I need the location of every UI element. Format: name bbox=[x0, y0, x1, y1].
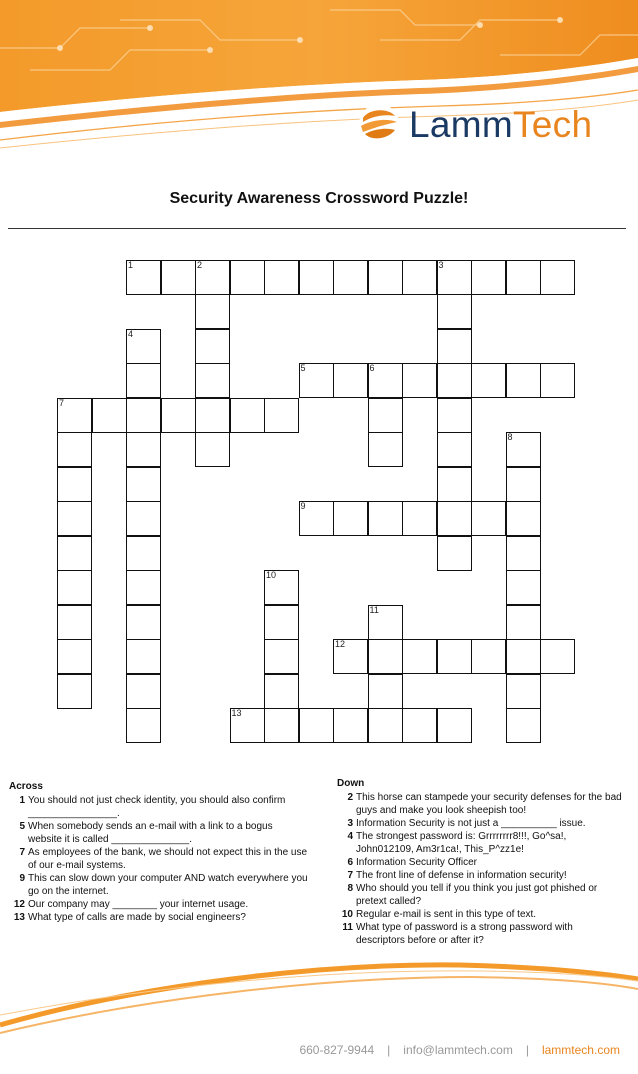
clue-number: 12 bbox=[13, 899, 25, 910]
footer-separator: | bbox=[387, 1043, 391, 1057]
page-title: Security Awareness Crossword Puzzle! bbox=[169, 190, 469, 207]
clue-number-label: 13 bbox=[231, 708, 242, 718]
crossword-cell[interactable] bbox=[506, 432, 541, 467]
crossword-cell[interactable] bbox=[333, 363, 368, 398]
clue-text: This horse can stampede your security defenses for the bad guys and make you look sheepish too! bbox=[356, 792, 622, 816]
title-divider bbox=[8, 228, 626, 229]
crossword-cell[interactable] bbox=[161, 398, 196, 433]
crossword-cell[interactable] bbox=[368, 605, 403, 640]
crossword-cell[interactable] bbox=[126, 260, 161, 295]
crossword-cell[interactable] bbox=[264, 260, 299, 295]
clue-text: Regular e-mail is sent in this type of text. bbox=[356, 909, 537, 920]
across-heading: Across bbox=[9, 781, 43, 792]
across-clue bbox=[9, 872, 309, 898]
crossword-cell[interactable] bbox=[506, 674, 541, 709]
crossword-cell[interactable] bbox=[126, 363, 161, 398]
clue-text: As employees of the bank, we should not expect this in the use of our e-mail systems. bbox=[28, 847, 308, 871]
clue-number: 11 bbox=[342, 922, 353, 933]
crossword-cell[interactable] bbox=[195, 363, 230, 398]
clue-number-label: 7 bbox=[59, 397, 65, 408]
crossword-cell[interactable] bbox=[437, 260, 472, 295]
crossword-cell[interactable] bbox=[264, 708, 299, 743]
crossword-cell[interactable] bbox=[92, 398, 127, 433]
crossword-cell[interactable] bbox=[437, 363, 472, 398]
down-heading: Down bbox=[337, 778, 365, 789]
down-clue bbox=[337, 869, 622, 882]
crossword-cell[interactable] bbox=[126, 432, 161, 467]
clue-text: Information Security is not just a __________ issue. bbox=[356, 818, 586, 829]
clue-text: What type of password is a strong password with descriptors before or after it? bbox=[356, 922, 573, 946]
crossword-cell[interactable] bbox=[471, 639, 506, 674]
crossword-cell[interactable] bbox=[506, 260, 541, 295]
down-clue bbox=[337, 856, 622, 869]
crossword-cell[interactable] bbox=[437, 467, 472, 502]
down-clues bbox=[337, 777, 622, 947]
crossword-cell[interactable] bbox=[333, 501, 368, 536]
crossword-cell[interactable] bbox=[368, 432, 403, 467]
crossword-cell[interactable] bbox=[126, 708, 161, 743]
crossword-cell[interactable] bbox=[264, 674, 299, 709]
crossword-cell[interactable] bbox=[368, 708, 403, 743]
crossword-cell[interactable] bbox=[437, 708, 472, 743]
clue-text: What type of calls are made by social engineers? bbox=[28, 912, 246, 923]
crossword-cell[interactable] bbox=[437, 329, 472, 364]
clue-text: Who should you tell if you think you just got phished or pretext called? bbox=[356, 883, 598, 907]
clue-number: 8 bbox=[347, 883, 353, 894]
crossword-cell[interactable] bbox=[195, 398, 230, 433]
across-clue bbox=[9, 794, 309, 820]
clue-text: The strongest password is: Grrrrrrrr8!!!, Go^sa!, John012109, Am3r1ca!, This_P^zz1e! bbox=[356, 831, 567, 855]
crossword-cell[interactable] bbox=[57, 605, 92, 640]
clue-number: 6 bbox=[347, 857, 353, 868]
clue-number: 2 bbox=[347, 792, 353, 803]
clue-number-label: 5 bbox=[300, 363, 306, 373]
footer-swoosh bbox=[0, 945, 638, 1035]
clue-number-label: 10 bbox=[266, 570, 277, 580]
crossword-cell[interactable] bbox=[506, 570, 541, 605]
crossword-cell[interactable] bbox=[299, 708, 334, 743]
crossword-cell[interactable] bbox=[126, 398, 161, 433]
crossword-cell[interactable] bbox=[195, 329, 230, 364]
crossword-cell[interactable] bbox=[57, 398, 92, 433]
crossword-cell[interactable] bbox=[195, 432, 230, 467]
crossword-cell[interactable] bbox=[57, 501, 92, 536]
across-clue bbox=[9, 820, 309, 846]
down-clue bbox=[337, 791, 622, 817]
crossword-cell[interactable] bbox=[506, 708, 541, 743]
crossword-cell[interactable] bbox=[437, 501, 472, 536]
crossword-cell[interactable] bbox=[264, 605, 299, 640]
footer-separator: | bbox=[525, 1043, 529, 1057]
across-clue bbox=[9, 911, 309, 924]
crossword-cell[interactable] bbox=[368, 501, 403, 536]
crossword-cell[interactable] bbox=[540, 363, 575, 398]
crossword-cell[interactable] bbox=[437, 536, 472, 571]
clue-number-label: 2 bbox=[197, 259, 203, 270]
clue-number-label: 9 bbox=[300, 501, 306, 511]
footer-website-link[interactable]: lammtech.com bbox=[541, 1043, 620, 1057]
clue-number-label: 3 bbox=[438, 259, 444, 270]
crossword-cell[interactable] bbox=[299, 363, 334, 398]
clue-number-label: 4 bbox=[128, 328, 134, 339]
crossword-cell[interactable] bbox=[506, 605, 541, 640]
logo-mark-icon bbox=[357, 102, 401, 146]
clue-text: The front line of defense in information security! bbox=[356, 870, 567, 881]
clue-number-label: 8 bbox=[507, 432, 513, 442]
crossword-cell[interactable] bbox=[299, 501, 334, 536]
down-clue bbox=[337, 921, 622, 947]
clue-number: 3 bbox=[347, 818, 353, 829]
crossword-cell[interactable] bbox=[264, 570, 299, 605]
crossword-cell[interactable] bbox=[506, 536, 541, 571]
clue-number: 4 bbox=[347, 831, 353, 842]
crossword-cell[interactable] bbox=[195, 294, 230, 329]
across-clues bbox=[9, 780, 309, 924]
crossword-cell[interactable] bbox=[126, 674, 161, 709]
crossword-cell[interactable] bbox=[402, 639, 437, 674]
crossword-cell[interactable] bbox=[126, 329, 161, 364]
crossword-cell[interactable] bbox=[126, 605, 161, 640]
logo-text-tech: Tech bbox=[513, 103, 593, 145]
footer-phone: 660-827-9944 bbox=[299, 1043, 375, 1057]
crossword-cell[interactable] bbox=[402, 363, 437, 398]
crossword-cell[interactable] bbox=[299, 260, 334, 295]
across-clue bbox=[9, 898, 309, 911]
crossword-cell[interactable] bbox=[126, 639, 161, 674]
crossword-cell[interactable] bbox=[230, 260, 265, 295]
crossword-cell[interactable] bbox=[195, 260, 230, 295]
clue-number: 9 bbox=[19, 873, 25, 884]
crossword-cell[interactable] bbox=[506, 467, 541, 502]
crossword-cell[interactable] bbox=[264, 398, 299, 433]
crossword-cell[interactable] bbox=[437, 294, 472, 329]
crossword-cell[interactable] bbox=[368, 398, 403, 433]
crossword-cell[interactable] bbox=[57, 536, 92, 571]
crossword-cell[interactable] bbox=[57, 432, 92, 467]
clue-text: When somebody sends an e-mail with a link to a bogus website it is called ______________. bbox=[28, 821, 273, 845]
footer-email[interactable]: info@lammtech.com bbox=[403, 1043, 513, 1057]
crossword-cell[interactable] bbox=[540, 639, 575, 674]
clue-text: Information Security Officer bbox=[356, 857, 477, 868]
down-clue bbox=[337, 882, 622, 908]
crossword-cell[interactable] bbox=[333, 639, 368, 674]
crossword-cell[interactable] bbox=[437, 639, 472, 674]
crossword-cell[interactable] bbox=[471, 260, 506, 295]
clue-number: 13 bbox=[13, 912, 25, 923]
brand-logo bbox=[357, 101, 592, 147]
clue-number-label: 12 bbox=[335, 639, 346, 649]
down-clue bbox=[337, 830, 622, 856]
crossword-cell[interactable] bbox=[402, 260, 437, 295]
clue-number-label: 11 bbox=[369, 604, 379, 615]
down-clue bbox=[337, 908, 622, 921]
crossword-cell[interactable] bbox=[264, 639, 299, 674]
clue-text: Our company may ________ your internet usage. bbox=[28, 899, 249, 910]
crossword-cell[interactable] bbox=[57, 639, 92, 674]
crossword-cell[interactable] bbox=[126, 536, 161, 571]
clue-number: 7 bbox=[19, 847, 25, 858]
crossword-cell[interactable] bbox=[437, 398, 472, 433]
clue-number: 5 bbox=[19, 821, 25, 832]
clue-number-label: 1 bbox=[128, 259, 134, 270]
crossword-cell[interactable] bbox=[540, 260, 575, 295]
crossword-cell[interactable] bbox=[402, 708, 437, 743]
crossword-cell[interactable] bbox=[368, 260, 403, 295]
crossword-cell[interactable] bbox=[471, 363, 506, 398]
crossword-cell[interactable] bbox=[126, 570, 161, 605]
crossword-cell[interactable] bbox=[230, 708, 265, 743]
crossword-cell[interactable] bbox=[506, 363, 541, 398]
clue-number-label: 6 bbox=[369, 363, 375, 373]
crossword-cell[interactable] bbox=[57, 467, 92, 502]
crossword-cell[interactable] bbox=[368, 363, 403, 398]
clue-text: This can slow down your computer AND watch everywhere you go on the internet. bbox=[28, 873, 308, 897]
crossword-cell[interactable] bbox=[57, 570, 92, 605]
contact-footer bbox=[0, 1043, 620, 1057]
across-clue bbox=[9, 846, 309, 872]
crossword-cell[interactable] bbox=[57, 674, 92, 709]
crossword-cell[interactable] bbox=[437, 432, 472, 467]
crossword-cell[interactable] bbox=[126, 467, 161, 502]
crossword-cell[interactable] bbox=[161, 260, 196, 295]
crossword-cell[interactable] bbox=[368, 639, 403, 674]
logo-text-lamm: Lamm bbox=[409, 103, 513, 145]
crossword-cell[interactable] bbox=[402, 501, 437, 536]
crossword-cell[interactable] bbox=[333, 260, 368, 295]
crossword-cell[interactable] bbox=[230, 398, 265, 433]
crossword-cell[interactable] bbox=[368, 674, 403, 709]
down-clue bbox=[337, 817, 622, 830]
clue-number: 10 bbox=[341, 909, 353, 920]
crossword-cell[interactable] bbox=[333, 708, 368, 743]
crossword-cell[interactable] bbox=[506, 501, 541, 536]
clue-text: You should not just check identity, you should also confirm ________________. bbox=[28, 795, 286, 819]
crossword-cell[interactable] bbox=[506, 639, 541, 674]
clue-number: 7 bbox=[347, 870, 353, 881]
crossword-cell[interactable] bbox=[471, 501, 506, 536]
crossword-cell[interactable] bbox=[126, 501, 161, 536]
clue-number: 1 bbox=[19, 795, 25, 806]
